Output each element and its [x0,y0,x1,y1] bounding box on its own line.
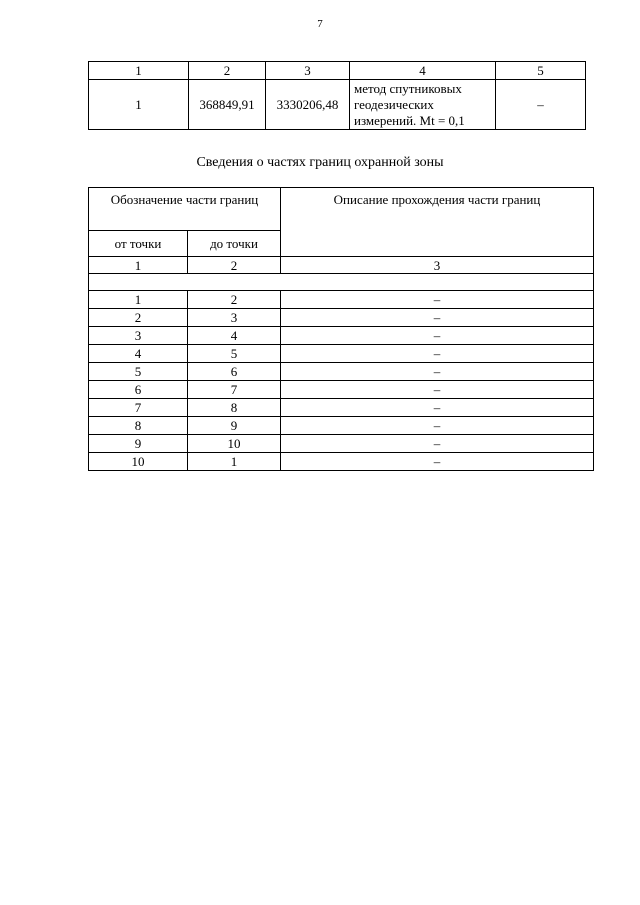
description-cell: – [281,309,594,327]
to-cell: 3 [188,309,281,327]
table-row [89,435,594,453]
column-number-cell: 1 [89,257,188,274]
to-cell: 8 [188,399,281,417]
from-cell: 7 [89,399,188,417]
header-cell: 5 [496,62,586,80]
to-cell: 1 [188,453,281,471]
table-row [89,453,594,471]
description-cell: – [281,345,594,363]
description-header: Описание прохождения части границ [281,188,594,257]
to-point-header: до точки [188,231,281,257]
description-cell: – [281,399,594,417]
from-cell: 3 [89,327,188,345]
table-row [89,80,586,130]
from-point-header: от точки [89,231,188,257]
table-row [89,309,594,327]
empty-cell [89,274,594,291]
method-line: метод спутниковых [354,80,462,96]
from-cell: 2 [89,309,188,327]
description-cell: – [281,417,594,435]
page-number: 7 [317,18,323,30]
empty-row [89,274,594,291]
table-row [89,417,594,435]
method-cell [350,80,496,130]
to-cell: 9 [188,417,281,435]
table-row [89,363,594,381]
section-title: Сведения о частях границ охранной зоны [196,155,444,170]
header-cell: 4 [350,62,496,80]
y-coordinate-cell: 3330206,48 [266,80,350,130]
column-numbers-row [89,257,594,274]
from-cell: 1 [89,291,188,309]
description-cell: – [281,327,594,345]
description-cell: – [281,435,594,453]
note-cell: – [496,80,586,130]
to-cell: 7 [188,381,281,399]
table-row [89,399,594,417]
header-cell: 2 [189,62,266,80]
header-cell: 1 [89,62,189,80]
to-cell: 4 [188,327,281,345]
description-cell: – [281,363,594,381]
to-cell: 5 [188,345,281,363]
coordinates-table [88,61,586,130]
description-cell: – [281,381,594,399]
from-cell: 10 [89,453,188,471]
to-cell: 2 [188,291,281,309]
description-cell: – [281,453,594,471]
coordinates-table-header-row [89,62,586,80]
point-number-cell: 1 [89,80,189,130]
table-row [89,327,594,345]
method-line: измерений. Mt = 0,1 [354,112,465,128]
from-cell: 9 [89,435,188,453]
to-cell: 10 [188,435,281,453]
designation-header: Обозначение части границ [89,188,281,231]
table-row [89,291,594,309]
table-row [89,381,594,399]
from-cell: 5 [89,363,188,381]
from-cell: 8 [89,417,188,435]
column-number-cell: 3 [281,257,594,274]
from-cell: 6 [89,381,188,399]
table-row [89,345,594,363]
description-cell: – [281,291,594,309]
header-cell: 3 [266,62,350,80]
boundary-parts-table [88,187,594,471]
column-number-cell: 2 [188,257,281,274]
from-cell: 4 [89,345,188,363]
x-coordinate-cell: 368849,91 [189,80,266,130]
method-line: геодезических [354,96,434,112]
parts-header-row [89,188,594,231]
to-cell: 6 [188,363,281,381]
